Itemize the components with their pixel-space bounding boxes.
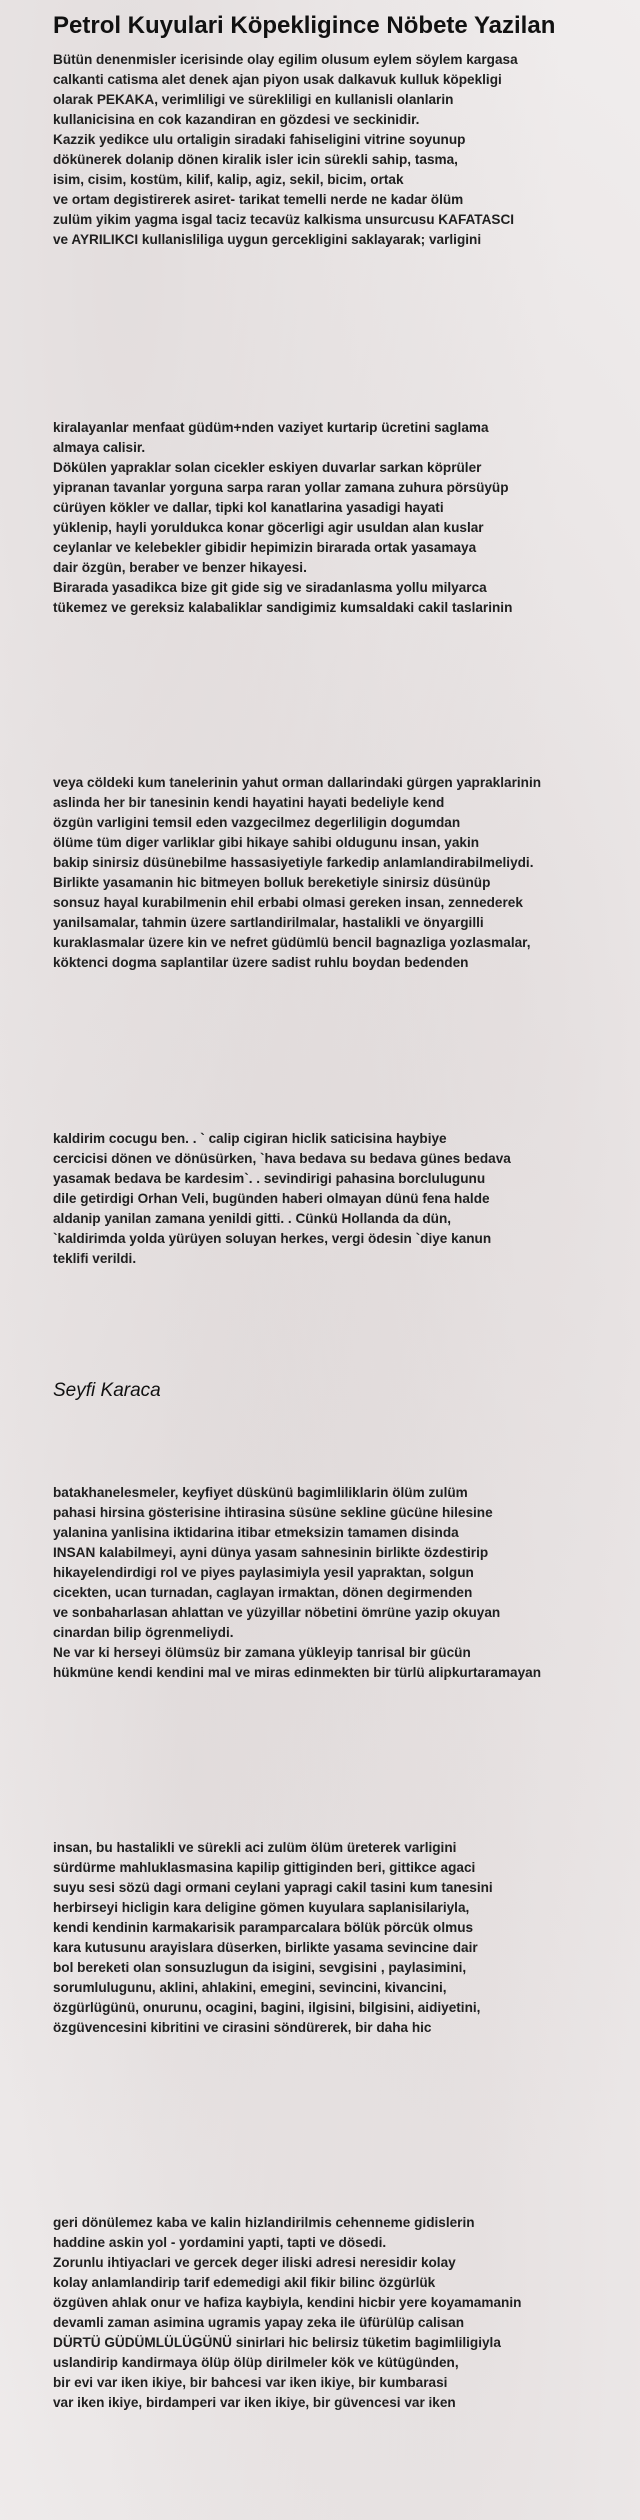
poem-line: kara kutusunu arayislara düserken, birlikte yasama sevincine dair bbox=[53, 1940, 478, 1955]
stanza-2 bbox=[53, 418, 633, 618]
poem-line: cinardan bilip ögrenmeliydi. bbox=[53, 1625, 234, 1640]
poem-line: hükmüne kendi kendini mal ve miras edinmekten bir türlü alipkurtaramayan bbox=[53, 1665, 542, 1680]
poem-line: DÜRTÜ GÜDÜMLÜLÜGÜNÜ sinirlari hic belirsiz tüketim bagimliligiyla bbox=[53, 2335, 501, 2350]
poem-line: yipranan tavanlar yorguna sarpa raran yollar zamana zuhura pörsüyüp bbox=[53, 480, 509, 495]
poem-line: pahasi hirsina gösterisine ihtirasina süsüne sekline gücüne hilesine bbox=[53, 1505, 493, 1520]
poem-line: insan, bu hastalikli ve sürekli aci zulüm ölüm üreterek varligini bbox=[53, 1840, 457, 1855]
poem-line: kendi kendinin karmakarisik paramparcalara bölük pörcük olmus bbox=[53, 1920, 474, 1935]
poem-line: herbirseyi hicligin kara deligine gömen kuyulara saplanisilariyla, bbox=[53, 1900, 470, 1915]
poem-line: `kaldirimda yolda yürüyen soluyan herkes, vergi ödesin `diye kanun bbox=[53, 1231, 492, 1246]
poem-line: cercicisi dönen ve dönüsürken, `hava bedava su bedava günes bedava bbox=[53, 1151, 511, 1166]
poem-line: olarak PEKAKA, verimliligi ve sürekliligi en kullanisli olanlarin bbox=[53, 92, 454, 107]
poem-line: Kazzik yedikce ulu ortaligin siradaki fahiseligini vitrine soyunup bbox=[53, 132, 466, 147]
poem-line: aldanip yanilan zamana yenildi gitti. . Cünkü Hollanda da dün, bbox=[53, 1211, 452, 1226]
poem-line: haddine askin yol - yordamini yapti, tapti ve dösedi. bbox=[53, 2235, 387, 2250]
poem-line: özgürlügünü, onurunu, ocagini, bagini, ilgisini, bilgisini, aidiyetini, bbox=[53, 2000, 481, 2015]
poem-line: ölüme tüm diger varliklar gibi hikaye sahibi oldugunu insan, yakin bbox=[53, 835, 480, 850]
poem-line: cicekten, ucan turnadan, caglayan irmaktan, dönen degirmenden bbox=[53, 1585, 473, 1600]
stanza-1 bbox=[53, 50, 633, 250]
stanza-4 bbox=[53, 1129, 633, 1269]
poem-line: kullanicisina en cok kazandiran en gözdesi ve seckinidir. bbox=[53, 112, 420, 127]
poem-line: cürüyen kökler ve dallar, tipki kol kanatlarina yasadigi hayati bbox=[53, 500, 444, 515]
poem-line: Zorunlu ihtiyaclari ve gercek deger iliski adresi neresidir kolay bbox=[53, 2255, 456, 2270]
poem-line: sorumlulugunu, aklini, ahlakini, emegini, sevincini, kivancini, bbox=[53, 1980, 447, 1995]
poem-line: kaldirim cocugu ben. . ` calip cigiran hiclik saticisina haybiye bbox=[53, 1131, 447, 1146]
poem-line: almaya calisir. bbox=[53, 440, 146, 455]
poem-line: ve ortam degistirerek asiret- tarikat temelli nerde ne kadar ölüm bbox=[53, 192, 464, 207]
poem-line: Bütün denenmisler icerisinde olay egilim olusum eylem söylem kargasa bbox=[53, 52, 518, 67]
poem-line: Birarada yasadikca bize git gide sig ve siradanlasma yollu milyarca bbox=[53, 580, 487, 595]
poem-line: özgüvencesini kibritini ve cirasini söndürerek, bir daha hic bbox=[53, 2020, 432, 2035]
poem-line: batakhanelesmeler, keyfiyet düskünü bagimliliklarin ölüm zulüm bbox=[53, 1485, 468, 1500]
poem-title: Petrol Kuyulari Köpekligince Nöbete Yazilan bbox=[53, 12, 556, 39]
poem-line: özgüven ahlak onur ve hafiza kaybiyla, kendini hicbir yere koyamamanin bbox=[53, 2295, 522, 2310]
poem-line: ceylanlar ve kelebekler gibidir hepimizin birarada ortak yasamaya bbox=[53, 540, 477, 555]
poem-line: özgün varligini temsil eden vazgecilmez degerliligin dogumdan bbox=[53, 815, 461, 830]
poem-line: dile getirdigi Orhan Veli, bugünden haberi olmayan dünü fena halde bbox=[53, 1191, 490, 1206]
poem-line: dökünerek dolanip dönen kiralik isler icin sürekli sahip, tasma, bbox=[53, 152, 458, 167]
poem-line: kolay anlamlandirip tarif edemedigi akil fikir bilinc özgürlük bbox=[53, 2275, 436, 2290]
poem-line: zulüm yikim yagma isgal taciz tecavüz kalkisma unsurcusu KAFATASCI bbox=[53, 212, 515, 227]
poem-line: kuraklasmalar üzere kin ve nefret güdümlü bencil bagnazliga yozlasmalar, bbox=[53, 935, 531, 950]
poem-line: var iken ikiye, birdamperi var iken ikiye, bir güvencesi var iken bbox=[53, 2395, 456, 2410]
stanza-7 bbox=[53, 2213, 633, 2413]
poem-line: bol bereketi olan sonsuzlugun da isigini, sevgisini , paylasimini, bbox=[53, 1960, 467, 1975]
author-signature: Seyfi Karaca bbox=[53, 1380, 161, 1401]
poem-line: Ne var ki herseyi ölümsüz bir zamana yükleyip tanrisal bir gücün bbox=[53, 1645, 471, 1660]
poem-line: ve sonbaharlasan ahlattan ve yüzyillar nöbetini ömrüne yazip okuyan bbox=[53, 1605, 501, 1620]
poem-line: teklifi verildi. bbox=[53, 1251, 137, 1266]
poem-line: suyu sesi sözü dagi ormani ceylani yapragi cakil tasini kum tanesini bbox=[53, 1880, 493, 1895]
poem-line: sürdürme mahluklasmasina kapilip gittiginden beri, gittikce agaci bbox=[53, 1860, 476, 1875]
poem-line: kiralayanlar menfaat güdüm+nden vaziyet kurtarip ücretini saglama bbox=[53, 420, 489, 435]
poem-line: calkanti catisma alet denek ajan piyon usak dalkavuk kulluk köpekligi bbox=[53, 72, 502, 87]
poem-line: ve AYRILIKCI kullanisliliga uygun gercekligini saklayarak; varligini bbox=[53, 232, 482, 247]
poem-line: bir evi var iken ikiye, bir bahcesi var iken ikiye, bir kumbarasi bbox=[53, 2375, 448, 2390]
poem-line: yalanina yanlisina iktidarina itibar etmeksizin tamamen disinda bbox=[53, 1525, 459, 1540]
poem-line: INSAN kalabilmeyi, ayni dünya yasam sahnesinin birlikte özdestirip bbox=[53, 1545, 489, 1560]
poem-line: geri dönülemez kaba ve kalin hizlandirilmis cehenneme gidislerin bbox=[53, 2215, 475, 2230]
poem-line: yasamak bedava be kardesim`. . sevindirigi pahasina borclulugunu bbox=[53, 1171, 486, 1186]
poem-line: köktenci dogma saplantilar üzere sadist ruhlu boydan bedenden bbox=[53, 955, 469, 970]
poem-line: Birlikte yasamanin hic bitmeyen bolluk bereketiyle sinirsiz düsünüp bbox=[53, 875, 491, 890]
poem-line: devamli zaman asimina ugramis yapay zeka ile üfürülüp calisan bbox=[53, 2315, 464, 2330]
poem-line: aslinda her bir tanesinin kendi hayatini hayati bedeliyle kend bbox=[53, 795, 445, 810]
poem-line: Dökülen yapraklar solan cicekler eskiyen duvarlar sarkan köprüler bbox=[53, 460, 482, 475]
poem-line: hikayelendirdigi rol ve piyes paylasimiyla yesil yapraktan, solgun bbox=[53, 1565, 474, 1580]
poem-line: yüklenip, hayli yoruldukca konar göcerligi agir usuldan alan kuslar bbox=[53, 520, 484, 535]
poem-line: tükemez ve gereksiz kalabaliklar sandigimiz kumsaldaki cakil taslarinin bbox=[53, 600, 513, 615]
poem-line: veya cöldeki kum tanelerinin yahut orman dallarindaki gürgen yapraklarinin bbox=[53, 775, 542, 790]
poem-line: sonsuz hayal kurabilmenin ehil erbabi olmasi gereken insan, zennederek bbox=[53, 895, 523, 910]
stanza-5 bbox=[53, 1483, 633, 1683]
poem-line: uslandirip kandirmaya ölüp ölüp dirilmeler kök ve kütügünden, bbox=[53, 2355, 459, 2370]
poem-line: bakip sinirsiz düsünebilme hassasiyetiyle farkedip anlamlandirabilmeliydi. bbox=[53, 855, 534, 870]
stanza-3 bbox=[53, 773, 633, 973]
stanza-6 bbox=[53, 1838, 633, 2038]
poem-line: isim, cisim, kostüm, kilif, kalip, agiz, sekil, bicim, ortak bbox=[53, 172, 404, 187]
poem-line: yanilsamalar, tahmin üzere sartlandirilmalar, hastalikli ve önyargilli bbox=[53, 915, 484, 930]
poem-line: dair özgün, beraber ve benzer hikayesi. bbox=[53, 560, 307, 575]
